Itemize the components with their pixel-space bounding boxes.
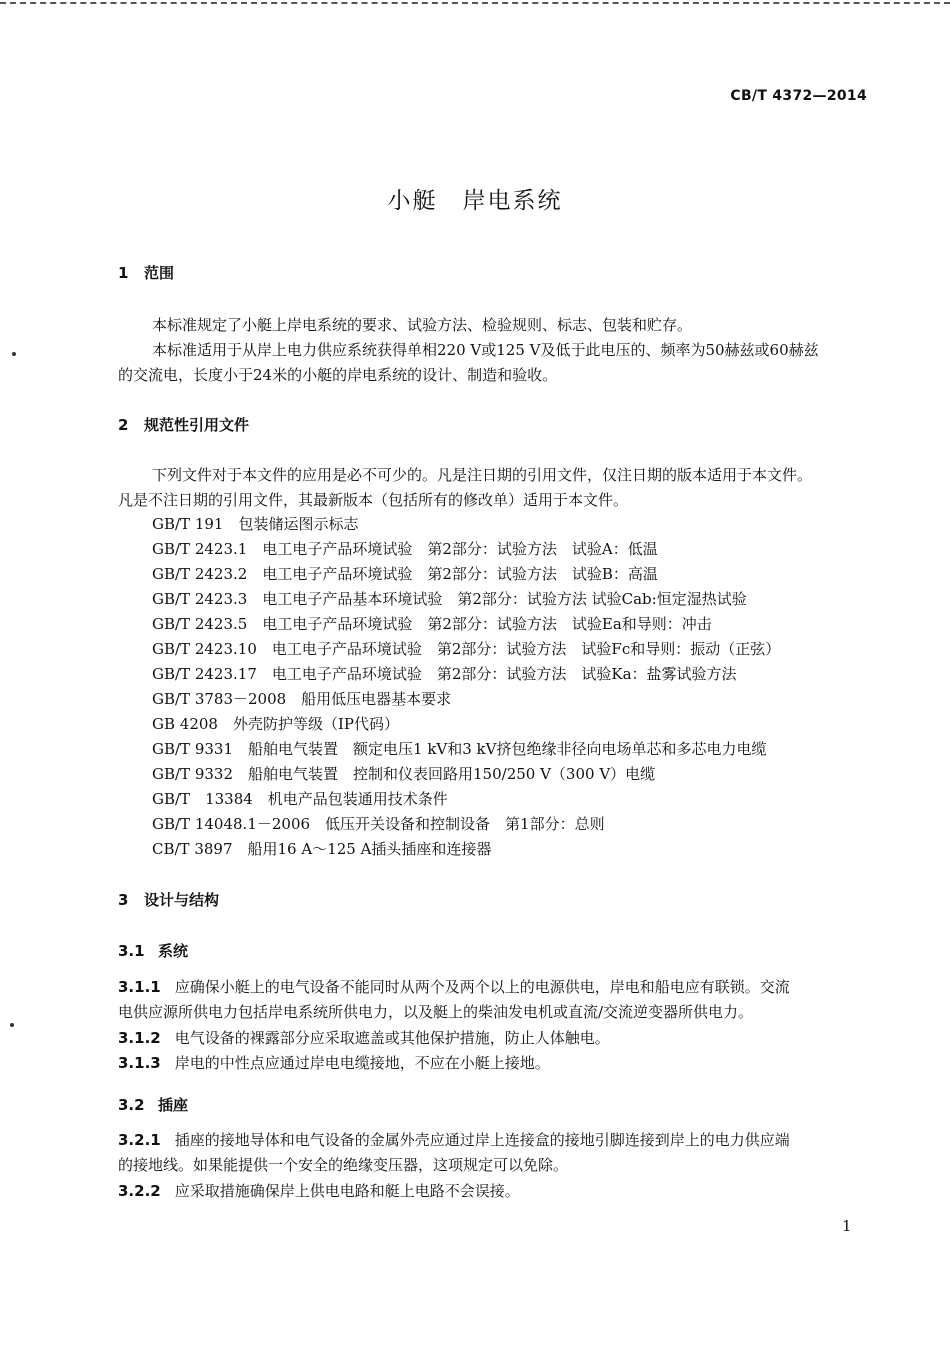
- reference-item: GB/T 14048.1－2006 低压开关设备和控制设备 第1部分：总则: [152, 815, 605, 833]
- clause-3-1-3: [118, 1051, 550, 1076]
- reference-item: GB 4208 外壳防护等级（IP代码）: [152, 715, 399, 733]
- reference-item: GB/T 2423.5 电工电子产品环境试验 第2部分：试验方法 试验Ea和导则：冲击: [152, 615, 712, 633]
- clause-number: 3.1.1: [118, 978, 161, 996]
- scan-speck: [12, 352, 16, 356]
- clause-text: 电气设备的裸露部分应采取遮盖或其他保护措施，防止人体触电。: [174, 1029, 610, 1047]
- page-number: 1: [842, 1217, 852, 1235]
- clause-3-2-1-line1: [118, 1128, 790, 1153]
- standard-number: CB/T 4372—2014: [730, 88, 867, 104]
- reference-item: GB/T 9332 船舶电气装置 控制和仪表回路用150/250 V（300 V）电缆: [152, 765, 656, 783]
- reference-item: GB/T 2423.3 电工电子产品基本环境试验 第2部分：试验方法 试验Cab:恒定湿热试验: [152, 590, 747, 608]
- reference-item: GB/T 13384 机电产品包装通用技术条件: [152, 790, 448, 808]
- section-title: 系统: [158, 942, 189, 960]
- normative-intro-line2: 凡是不注日期的引用文件，其最新版本（包括所有的修改单）适用于本文件。: [118, 491, 629, 509]
- clause-number: 3.1.3: [118, 1054, 161, 1072]
- section-number: 1: [118, 264, 129, 282]
- scope-paragraph-2-line2: 的交流电，长度小于24米的小艇的岸电系统的设计、制造和验收。: [118, 366, 558, 384]
- reference-item: GB/T 191 包装储运图示标志: [152, 515, 359, 533]
- reference-item: GB/T 2423.17 电工电子产品环境试验 第2部分：试验方法 试验Ka：盐雾试验方法: [152, 665, 737, 683]
- clause-number: 3.2.1: [118, 1131, 161, 1149]
- clause-text: 岸电的中性点应通过岸电电缆接地，不应在小艇上接地。: [174, 1054, 550, 1072]
- section-3-2-heading: [118, 1094, 188, 1115]
- section-number: 3.1: [118, 942, 145, 960]
- section-1-heading: [118, 262, 174, 283]
- section-title: 插座: [158, 1096, 189, 1114]
- page-top-edge: [0, 2, 950, 4]
- section-title: 规范性引用文件: [144, 416, 250, 434]
- reference-item: GB/T 2423.10 电工电子产品环境试验 第2部分：试验方法 试验Fc和导则：振动（正弦）: [152, 640, 781, 658]
- scan-speck: [10, 1023, 14, 1027]
- clause-3-1-1-line1: [118, 975, 790, 1000]
- reference-item: GB/T 3783－2008 船用低压电器基本要求: [152, 690, 452, 708]
- reference-item: GB/T 2423.2 电工电子产品环境试验 第2部分：试验方法 试验B：高温: [152, 565, 658, 583]
- scope-paragraph-2-line1: 本标准适用于从岸上电力供应系统获得单相220 V或125 V及低于此电压的、频率为50赫兹或60赫兹: [152, 341, 819, 359]
- reference-item: GB/T 2423.1 电工电子产品环境试验 第2部分：试验方法 试验A：低温: [152, 540, 658, 558]
- clause-3-2-2: [118, 1179, 520, 1204]
- reference-item: GB/T 9331 船舶电气装置 额定电压1 kV和3 kV挤包绝缘非径向电场单芯和多芯电力电缆: [152, 740, 767, 758]
- clause-number: 3.2.2: [118, 1182, 161, 1200]
- section-title: 设计与结构: [144, 891, 220, 909]
- clause-text: 应采取措施确保岸上供电电路和艇上电路不会误接。: [174, 1182, 520, 1200]
- section-3-1-heading: [118, 940, 188, 961]
- scope-paragraph-1: 本标准规定了小艇上岸电系统的要求、试验方法、检验规则、标志、包装和贮存。: [152, 316, 693, 334]
- section-title: 范围: [144, 264, 175, 282]
- reference-item: CB/T 3897 船用16 A～125 A插头插座和连接器: [152, 840, 492, 858]
- clause-3-1-1-line2: 电供应源所供电力包括岸电系统所供电力，以及艇上的柴油发电机或直流/交流逆变器所供电力。: [118, 1003, 754, 1021]
- clause-number: 3.1.2: [118, 1029, 161, 1047]
- section-number: 3: [118, 891, 129, 909]
- clause-3-1-2: [118, 1026, 610, 1051]
- section-2-heading: [118, 414, 249, 435]
- section-number: 3.2: [118, 1096, 145, 1114]
- clause-3-2-1-line2: 的接地线。如果能提供一个安全的绝缘变压器，这项规定可以免除。: [118, 1156, 569, 1174]
- section-3-heading: [118, 889, 219, 910]
- document-title: 小艇 岸电系统: [387, 188, 563, 214]
- section-number: 2: [118, 416, 129, 434]
- clause-text: 应确保小艇上的电气设备不能同时从两个及两个以上的电源供电，岸电和船电应有联锁。交流: [174, 978, 790, 996]
- normative-intro-line1: 下列文件对于本文件的应用是必不可少的。凡是注日期的引用文件，仅注日期的版本适用于本文件。: [152, 466, 813, 484]
- clause-text: 插座的接地导体和电气设备的金属外壳应通过岸上连接盒的接地引脚连接到岸上的电力供应端: [174, 1131, 790, 1149]
